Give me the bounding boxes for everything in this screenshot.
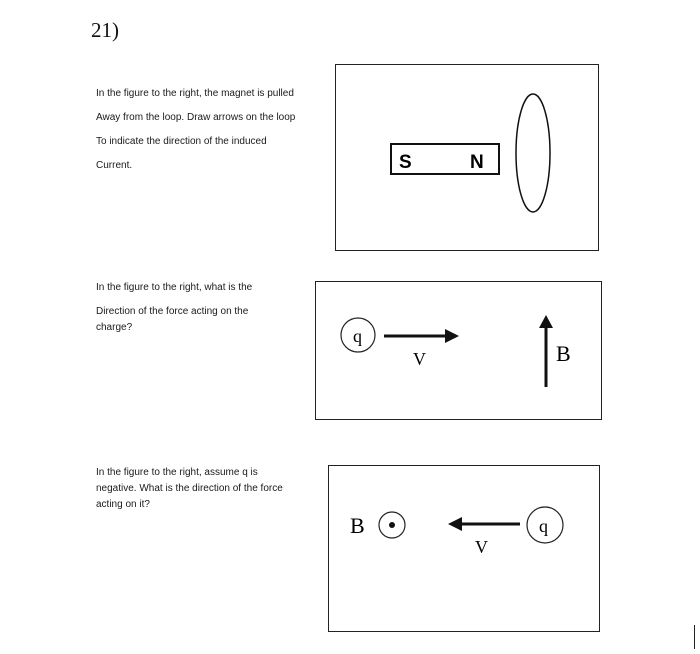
velocity-label: V bbox=[413, 349, 426, 369]
text-line: In the figure to the right, what is the bbox=[96, 282, 253, 293]
velocity-label: V bbox=[475, 537, 488, 557]
field-out-of-page-dot bbox=[389, 522, 395, 528]
problem-3-text bbox=[96, 465, 283, 513]
figure-1-diagram bbox=[336, 65, 598, 250]
text-line: Away from the loop. Draw arrows on the loop bbox=[96, 112, 296, 123]
figure-2-diagram bbox=[316, 282, 601, 419]
text-line: In the figure to the right, the magnet is pulled bbox=[96, 88, 294, 99]
text-cursor bbox=[694, 625, 695, 649]
figure-3-diagram bbox=[329, 466, 599, 631]
problem-2-text bbox=[96, 280, 252, 336]
magnet-pole-north: N bbox=[470, 152, 484, 173]
text-line: To indicate the direction of the induced bbox=[96, 136, 267, 147]
figure-2-frame bbox=[315, 281, 602, 420]
figure-1-frame bbox=[335, 64, 599, 251]
field-arrowhead bbox=[539, 315, 553, 328]
text-line: Direction of the force acting on the bbox=[96, 306, 249, 317]
field-label: B bbox=[350, 513, 365, 538]
magnet-pole-south: S bbox=[399, 152, 412, 173]
question-number: 21) bbox=[91, 18, 119, 42]
charge-label: q bbox=[353, 326, 362, 346]
text-line: charge? bbox=[96, 322, 133, 333]
velocity-arrowhead bbox=[448, 517, 462, 531]
text-line: In the figure to the right, assume q is bbox=[96, 467, 258, 478]
wire-loop bbox=[516, 94, 550, 212]
text-line: acting on it? bbox=[96, 499, 150, 510]
field-label: B bbox=[556, 341, 571, 366]
text-line: negative. What is the direction of the force bbox=[96, 483, 283, 494]
charge-label: q bbox=[539, 516, 548, 536]
problem-1-text bbox=[96, 82, 295, 178]
text-line: Current. bbox=[96, 160, 133, 171]
velocity-arrowhead bbox=[445, 329, 459, 343]
figure-3-frame bbox=[328, 465, 600, 632]
